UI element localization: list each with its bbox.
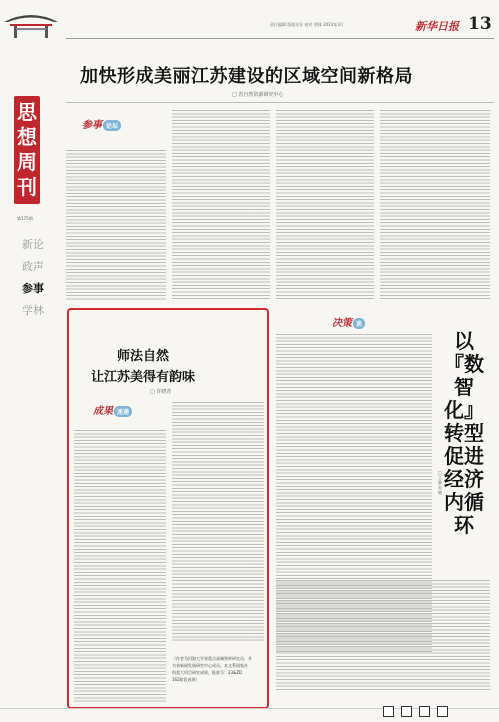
tag-juece-label: 决策 [332,318,352,329]
main-article-byline: □ 省自然资源研究中心 [232,92,284,98]
featured-note-line3: 科重大项目研究成果，批准号：23&ZD [172,670,243,675]
registration-mark [401,706,412,717]
right-article-byline: □ 王静 朱晓 [438,470,442,495]
header-divider [66,38,494,39]
tag-canshi-label: 参事 [82,120,102,131]
tag-canshi-pill: 论坛 [103,120,121,131]
tag-juece-pill: 谈 [353,318,365,329]
tag-chengguo [93,402,132,417]
newspaper-logo: 新华日报 [415,20,459,33]
registration-marks [376,702,448,721]
registration-mark [437,706,448,717]
main-text-col1 [66,150,166,300]
main-text-col2 [172,110,270,300]
registration-mark [383,706,394,717]
section-nav [22,234,52,322]
header-meta: 责任编辑 版面设计 校对 照排 2024年3月 [270,22,344,27]
page-number: 13 [468,14,492,34]
featured-byline: □ 许晓青 [150,389,172,395]
featured-text-col1 [74,430,166,702]
featured-note-line2: 为省新闻发展研究中心成员。本文系国家社 [172,663,248,668]
tag-chengguo-pill: 速递 [114,406,132,417]
featured-title-line2: 让江苏美得有韵味 [91,370,196,385]
registration-mark [419,706,430,717]
tag-juece [332,314,365,329]
main-article-title: 加快形成美丽江苏建设的区域空间新格局 [80,66,413,87]
featured-note-line4: 162阶段成果） [172,677,200,682]
featured-text-col2 [172,402,264,642]
tag-chengguo-label: 成果 [93,406,113,417]
masthead [0,0,499,44]
pavilion-roof-icon [2,6,60,40]
featured-title-line1: 师法自然 [117,349,170,364]
issue-number: 第175期 [17,216,33,221]
main-text-col3 [276,110,374,300]
left-column [0,88,54,688]
section-item-xuelin[interactable]: 学林 [22,304,44,317]
right-article-title: 以『数智化』转型促进经济内循环 [444,329,484,537]
tag-canshi [82,116,121,131]
section-item-xinlun[interactable]: 新论 [22,238,44,251]
right-text-bottom [276,580,490,690]
title-divider [66,102,494,103]
featured-note-line1: （作者为河海大学省重点高端智库研究员，并 [172,656,252,661]
main-text-col4 [380,110,490,300]
brand-title: 思想周刊 [17,100,37,199]
section-item-zhengsheng[interactable]: 政声 [22,260,44,273]
section-item-canshi[interactable]: 参事 [22,282,44,295]
